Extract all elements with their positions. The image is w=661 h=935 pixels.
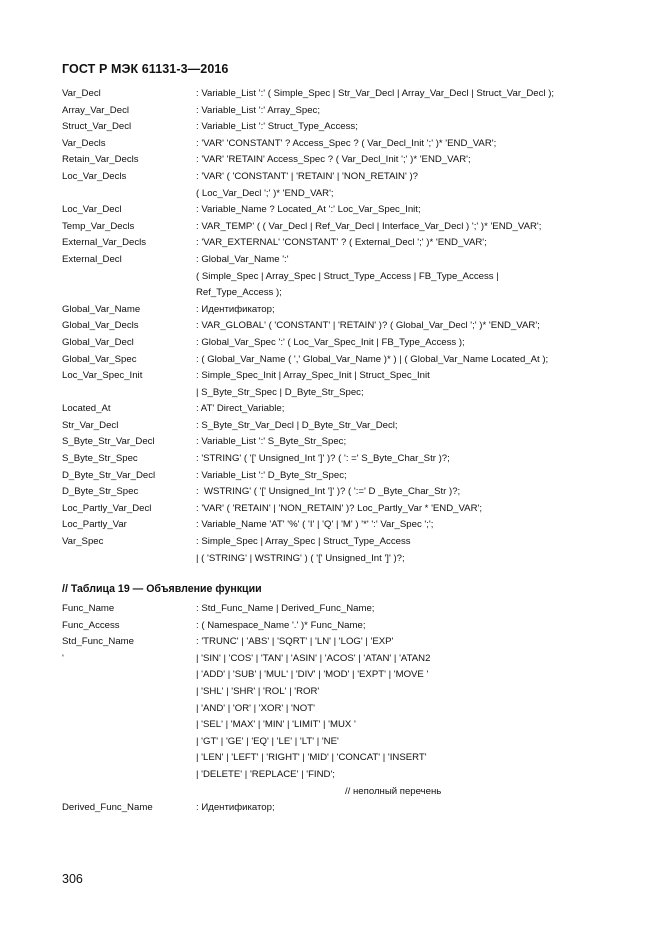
grammar-rule	[62, 534, 622, 551]
rule-name: Loc_Var_Decls	[62, 170, 127, 182]
rule-definition: : Simple_Spec_Init | Array_Spec_Init | Struct_Spec_Init	[196, 370, 430, 382]
grammar-rule	[62, 468, 622, 485]
rule-definition: : Global_Var_Spec ':' ( Loc_Var_Spec_Init | FB_Type_Access );	[196, 336, 465, 348]
grammar-rule	[62, 186, 622, 203]
grammar-rule	[62, 517, 622, 534]
grammar-rule	[62, 501, 622, 518]
rule-name: Derived_Func_Name	[62, 802, 153, 814]
grammar-rule	[62, 717, 622, 734]
rule-name	[62, 385, 196, 402]
grammar-rule	[62, 136, 622, 153]
grammar-rule	[62, 86, 622, 103]
rule-definition: : VAR_TEMP' ( ( Var_Decl | Ref_Var_Decl | Interface_Var_Decl ) ';' )* 'END_VAR';	[196, 220, 542, 232]
grammar-rule	[62, 667, 622, 684]
rule-name: Temp_Var_Decls	[62, 220, 135, 232]
rule-name: Global_Var_Name	[62, 303, 141, 315]
rule-definition: ( Simple_Spec | Array_Spec | Struct_Type_Access | FB_Type_Access |	[196, 270, 499, 282]
rule-name: Array_Var_Decl	[62, 104, 130, 116]
function-grammar-rules	[62, 601, 622, 817]
grammar-rule	[62, 634, 622, 651]
rule-name: Loc_Var_Decl	[62, 204, 122, 216]
page-number: 306	[62, 872, 83, 886]
grammar-rule	[62, 335, 622, 352]
grammar-rule	[62, 701, 622, 718]
grammar-rule	[62, 219, 622, 236]
grammar-rule	[62, 601, 622, 618]
rule-name	[62, 551, 196, 568]
rule-name: Var_Decl	[62, 88, 101, 99]
grammar-rule	[62, 152, 622, 169]
grammar-rule	[62, 484, 622, 501]
rule-name	[62, 734, 196, 751]
rule-definition: | 'SIN' | 'COS' | 'TAN' | 'ASIN' | 'ACOS' | 'ATAN' | 'ATAN2	[196, 652, 431, 664]
rule-definition: : Идентификатор;	[196, 802, 275, 814]
rule-name: Str_Var_Decl	[62, 419, 119, 431]
grammar-rule	[62, 750, 622, 767]
rule-definition: : Идентификатор;	[196, 303, 275, 315]
rule-definition: Ref_Type_Access );	[196, 287, 282, 299]
rule-definition: | 'ADD' | 'SUB' | 'MUL' | 'DIV' | 'MOD' | 'EXPT' | 'MOVE '	[196, 669, 429, 681]
rule-definition: : WSTRING' ( '[' Unsigned_Int ']' )? ( ':=' D _Byte_Char_Str )?;	[196, 486, 461, 498]
grammar-rule	[62, 368, 622, 385]
grammar-rule	[62, 202, 622, 219]
rule-name: Retain_Var_Decls	[62, 154, 139, 166]
grammar-rules	[62, 86, 622, 567]
grammar-rule	[62, 103, 622, 120]
rule-definition: : 'VAR' ( 'RETAIN' | 'NON_RETAIN' )? Loc_Partly_Var * 'END_VAR';	[196, 502, 483, 514]
rule-definition: : Std_Func_Name | Derived_Func_Name;	[196, 603, 375, 614]
rule-definition: | 'SHL' | 'SHR' | 'ROL' | 'ROR'	[196, 685, 320, 697]
rule-definition: : Variable_List ':' Struct_Type_Access;	[196, 121, 358, 133]
rule-definition: | 'LEN' | 'LEFT' | 'RIGHT' | 'MID' | 'CONCAT' | 'INSERT'	[196, 752, 427, 764]
rule-definition: : S_Byte_Str_Var_Decl | D_Byte_Str_Var_Decl;	[196, 419, 398, 431]
rule-name: Loc_Var_Spec_Init	[62, 370, 143, 382]
rule-name: External_Var_Decls	[62, 237, 147, 249]
rule-name: Struct_Var_Decl	[62, 121, 132, 133]
rule-name: '	[62, 652, 64, 664]
rule-name: Std_Func_Name	[62, 636, 134, 648]
rule-definition: | 'GT' | 'GE' | 'EQ' | 'LE' | 'LT' | 'NE'	[196, 735, 339, 747]
rule-name: Global_Var_Decls	[62, 320, 139, 332]
rule-definition: | 'AND' | 'OR' | 'XOR' | 'NOT'	[196, 702, 315, 714]
rule-definition: : 'TRUNC' | 'ABS' | 'SQRT' | 'LN' | 'LOG' | 'EXP'	[196, 636, 394, 648]
rule-definition: | 'DELETE' | 'REPLACE' | 'FIND';	[196, 768, 335, 780]
rule-name: S_Byte_Str_Spec	[62, 453, 138, 465]
rule-definition: : 'VAR' 'RETAIN' Access_Spec ? ( Var_Decl_Init ';' )* 'END_VAR';	[196, 154, 471, 166]
grammar-rule	[62, 269, 622, 286]
grammar-rule	[62, 684, 622, 701]
rule-name	[62, 750, 196, 767]
grammar-rule	[62, 285, 622, 302]
grammar-rule	[62, 800, 622, 817]
grammar-rule	[62, 767, 622, 784]
rule-name	[62, 186, 196, 203]
grammar-rule	[62, 119, 622, 136]
grammar-rule	[62, 352, 622, 369]
rule-definition: : Variable_List ':' S_Byte_Str_Spec;	[196, 436, 347, 448]
rule-definition: : Simple_Spec | Array_Spec | Struct_Type_Access	[196, 536, 411, 548]
rule-name: Loc_Partly_Var_Decl	[62, 502, 152, 514]
rule-name: Func_Name	[62, 603, 115, 614]
section-heading: // Таблица 19 — Объявление функции	[62, 583, 262, 595]
rule-definition: : 'VAR' ( 'CONSTANT' | 'RETAIN' | 'NON_RETAIN' )?	[196, 170, 419, 182]
rule-name: D_Byte_Str_Var_Decl	[62, 469, 156, 481]
rule-name	[62, 269, 196, 286]
rule-definition: : 'VAR_EXTERNAL' 'CONSTANT' ? ( External_Decl ';' )* 'END_VAR';	[196, 237, 487, 249]
rule-definition: : Variable_List ':' D_Byte_Str_Spec;	[196, 469, 347, 481]
rule-name	[62, 701, 196, 718]
rule-definition: ( Loc_Var_Decl ';' )* 'END_VAR';	[196, 187, 334, 199]
rule-definition: : VAR_GLOBAL' ( 'CONSTANT' | 'RETAIN' )? ( Global_Var_Decl ';' )* 'END_VAR';	[196, 320, 540, 332]
rule-definition: : ( Namespace_Name '.' )* Func_Name;	[196, 619, 366, 631]
rule-name	[62, 717, 196, 734]
rule-definition: : Variable_List ':' ( Simple_Spec | Str_Var_Decl | Array_Var_Decl | Struct_Var_Decl );	[196, 88, 555, 99]
grammar-rule	[62, 734, 622, 751]
grammar-rule	[62, 318, 622, 335]
rule-name: Global_Var_Spec	[62, 353, 137, 365]
rule-definition: : 'VAR' 'CONSTANT' ? Access_Spec ? ( Var_Decl_Init ';' )* 'END_VAR';	[196, 137, 497, 149]
rule-name: Global_Var_Decl	[62, 336, 134, 348]
grammar-rule	[62, 252, 622, 269]
rule-definition: | 'SEL' | 'MAX' | 'MIN' | 'LIMIT' | 'MUX '	[196, 719, 356, 731]
rule-name	[62, 767, 196, 784]
partial-list-note: // неполный перечень	[345, 785, 442, 797]
rule-definition: : Variable_Name 'AT' '%' ( 'I' | 'Q' | 'M' ) '*' ':' Var_Spec ';';	[196, 519, 434, 531]
rule-name: External_Decl	[62, 253, 122, 265]
rule-definition: : Variable_List ':' Array_Spec;	[196, 104, 321, 116]
rule-name: Var_Spec	[62, 536, 104, 548]
rule-name: S_Byte_Str_Var_Decl	[62, 436, 155, 448]
grammar-rule	[62, 451, 622, 468]
grammar-rule	[62, 169, 622, 186]
rule-name: Located_At	[62, 403, 111, 415]
grammar-rule	[62, 385, 622, 402]
grammar-rule	[62, 235, 622, 252]
grammar-rule	[62, 418, 622, 435]
rule-definition: : Variable_Name ? Located_At ':' Loc_Var_Spec_Init;	[196, 204, 421, 216]
grammar-rule	[62, 434, 622, 451]
grammar-rule	[62, 618, 622, 635]
rule-name: Var_Decls	[62, 137, 106, 149]
grammar-rule	[62, 651, 622, 668]
rule-definition: : ( Global_Var_Name ( ',' Global_Var_Name )* ) | ( Global_Var_Name Located_At );	[196, 353, 549, 365]
grammar-rule	[62, 551, 622, 568]
rule-definition: : Global_Var_Name ':'	[196, 253, 289, 265]
grammar-rule	[62, 302, 622, 319]
grammar-rule	[62, 401, 622, 418]
rule-name	[62, 684, 196, 701]
rule-name: D_Byte_Str_Spec	[62, 486, 139, 498]
rule-definition: : 'STRING' ( '[' Unsigned_Int ']' )? ( ': =' S_Byte_Char_Str )?;	[196, 453, 450, 465]
rule-definition: | ( 'STRING' | WSTRING' ) ( '[' Unsigned_Int ']' )?;	[196, 552, 405, 564]
rule-definition: : AT' Direct_Variable;	[196, 403, 285, 415]
rule-name: Loc_Partly_Var	[62, 519, 127, 531]
page-header-title: ГОСТ Р МЭК 61131-3—2016	[62, 62, 229, 76]
rule-name	[62, 285, 196, 302]
rule-name: Func_Access	[62, 619, 120, 631]
rule-definition: | S_Byte_Str_Spec | D_Byte_Str_Spec;	[196, 386, 364, 398]
rule-name	[62, 667, 196, 684]
